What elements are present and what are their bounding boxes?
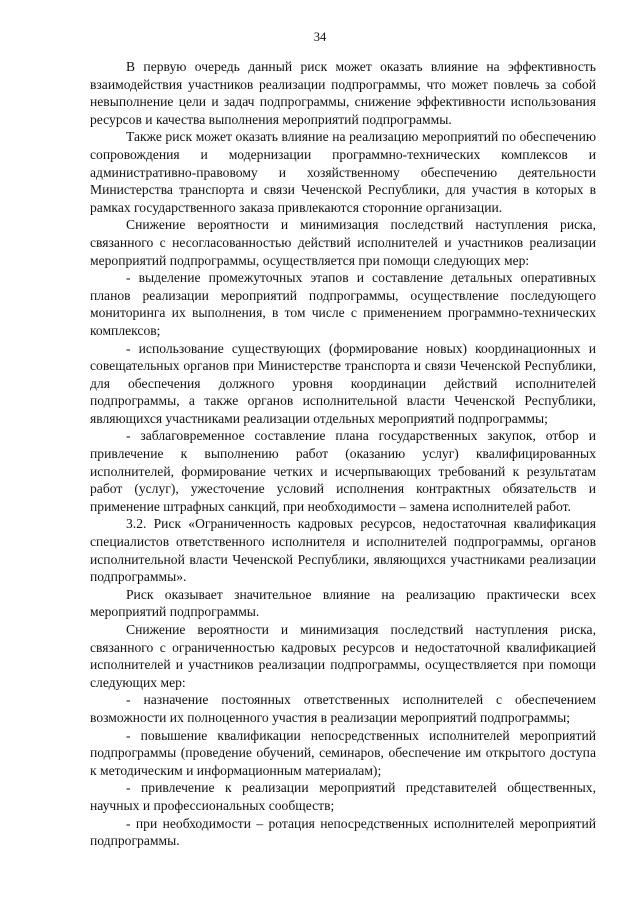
list-item-permanent-executors: - назначение постоянных ответственных исполнителей с обеспечением возможности их полноценного участия в реализации мероприятий подпрограммы; [90,692,596,725]
paragraph-risk-3-2-impact: Риск оказывает значительное влияние на реализацию практически всех мероприятий подпрограммы. [90,586,596,620]
paragraph-mitigation-intro-2: Снижение вероятности и минимизация последствий наступления риска, связанного с ограниченностью кадровых ресурсов и недостаточной квалификацией исполнителей и участников реализации подпрограммы, осуществляется при помощи следующих мер: [90,622,596,690]
document-body [90,58,596,850]
paragraph-mitigation-intro: Снижение вероятности и минимизация последствий наступления риска, связанного с несогласованностью действий исполнителей и участников реализации мероприятий подпрограммы, осуществляется при помощи следующих мер: [90,217,596,268]
list-item-qualification: - повышение квалификации непосредственных исполнителей мероприятий подпрограммы (проведение обучений, семинаров, обеспечение им открытого доступа к методическим и информационным материалам); [90,727,596,778]
list-item-rotation: - при необходимости – ротация непосредственных исполнителей мероприятий подпрограммы. [90,815,596,849]
list-item-coordination-bodies: - использование существующих (формирование новых) координационных и совещательных органов при Министерстве транспорта и связи Чеченской Республики, для обеспечения должного уровня координации действий исполнителей подпрограммы, а также органов исполнительной власти Чеченской Республики, являющихся участниками реализации отдельных мероприятий подпрограммы; [90,340,596,426]
paragraph-risk-modernization: Также риск может оказать влияние на реализацию мероприятий по обеспечению сопровождения и модернизации программно-технических комплексов и административно-правовому и хозяйственному обеспечению деятельности Министерства транспорта и связи Чеченской Республики, для участия в которых в рамках государственного заказа привлекаются сторонние организации. [90,129,596,215]
paragraph-risk-impact: В первую очередь данный риск может оказать влияние на эффективность взаимодействия участников реализации подпрограммы, что может повлечь за собой невыполнение цели и задач подпрограммы, снижение эффективности использования ресурсов и качества выполнения мероприятий подпрограммы. [90,59,596,127]
paragraph-risk-3-2-title: 3.2. Риск «Ограниченность кадровых ресурсов, недостаточная квалификация специалистов ответственного исполнителя и исполнителей подпрограммы, органов исполнительной власти Чеченской Республики, являющихся участниками реализации подпрограммы». [90,516,596,585]
list-item-procurement-plan: - заблаговременное составление плана государственных закупок, отбор и привлечение к выполнению работ (оказанию услуг) квалифицированных исполнителей, формирование четких и исчерпывающих требований к результатам работ (услуг), ужесточение условий исполнения контрактных обязательств и применение штрафных санкций, при необходимости – замена исполнителей работ. [90,428,596,514]
list-item-communities: - привлечение к реализации мероприятий представителей общественных, научных и профессиональных сообществ; [90,780,596,813]
list-item-intermediate-stages: - выделение промежуточных этапов и составление детальных оперативных планов реализации мероприятий подпрограммы, осуществление последующего мониторинга их выполнения, в том числе с применением программно-технических комплексов; [90,270,596,338]
page-number: 34 [313,30,327,44]
